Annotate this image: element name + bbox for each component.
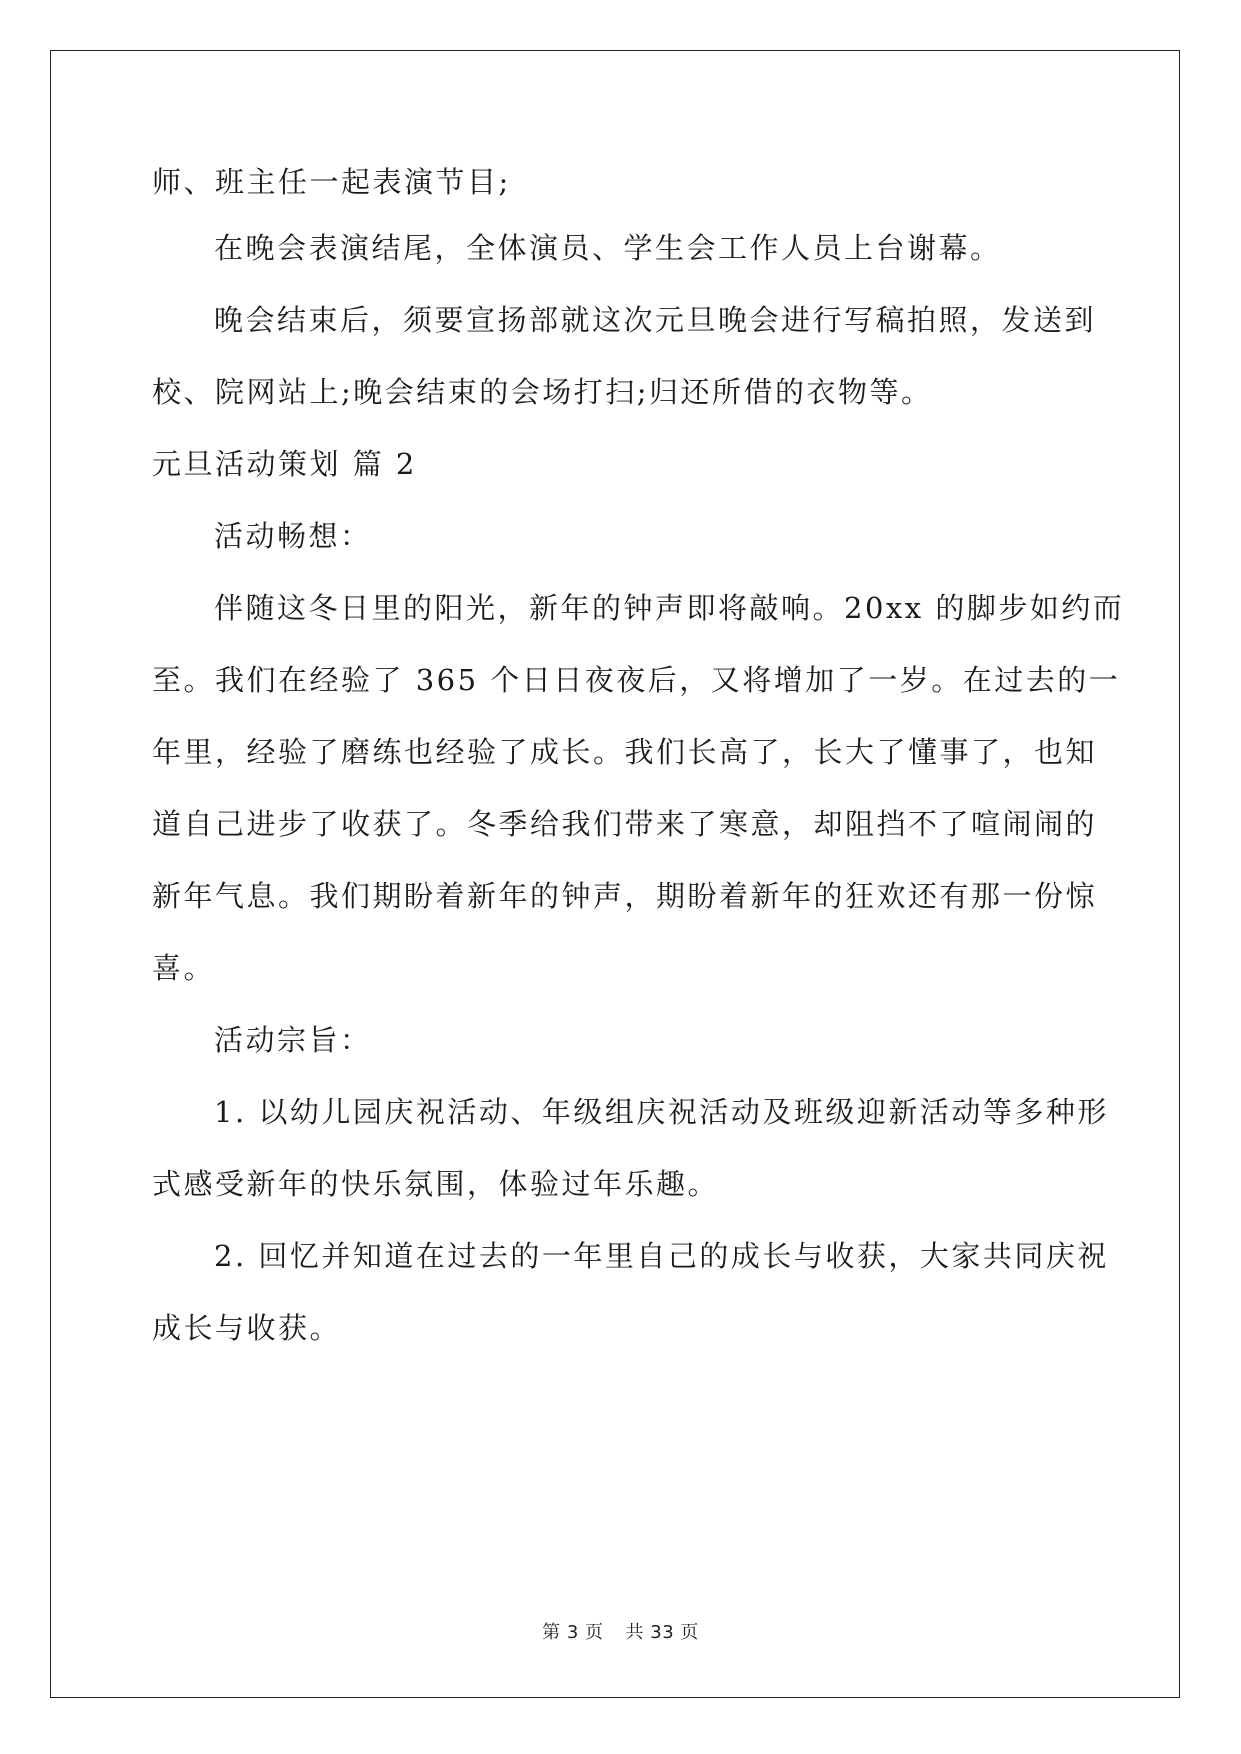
paragraph-line: 在晚会表演结尾，全体演员、学生会工作人员上台谢幕。 (214, 231, 1002, 265)
text-line: 成长与收获。 (152, 1311, 342, 1345)
text-line: 新年气息。我们期盼着新年的钟声，期盼着新年的狂欢还有那一份惊 (152, 879, 1098, 913)
subheading: 活动宗旨： (214, 1023, 372, 1057)
text-line: 师、班主任一起表演节目; (152, 165, 511, 199)
page-footer (0, 1618, 1241, 1644)
text-line: 喜。 (152, 951, 216, 985)
text-line: 校、院网站上;晚会结束的会场打扫;归还所借的衣物等。 (152, 375, 933, 409)
text-line: 式感受新年的快乐氛围，体验过年乐趣。 (152, 1167, 720, 1201)
list-item: 1. 以幼儿园庆祝活动、年级组庆祝活动及班级迎新活动等多种形 (214, 1095, 1109, 1129)
current-page-number: 第 3 页 (542, 1622, 604, 1643)
list-item: 2. 回忆并知道在过去的一年里自己的成长与收获，大家共同庆祝 (214, 1239, 1109, 1273)
section-heading: 元旦活动策划 篇 2 (152, 447, 417, 481)
text-line: 年里，经验了磨练也经验了成长。我们长高了，长大了懂事了，也知 (152, 735, 1098, 769)
subheading: 活动畅想： (214, 519, 372, 553)
page-border (50, 50, 1180, 1698)
text-line: 至。我们在经验了 365 个日日夜夜后，又将增加了一岁。在过去的一 (152, 663, 1121, 697)
paragraph-line: 伴随这冬日里的阳光，新年的钟声即将敲响。20xx 的脚步如约而 (214, 591, 1125, 625)
total-pages: 共 33 页 (625, 1622, 699, 1643)
paragraph-line: 晚会结束后，须要宣扬部就这次元旦晚会进行写稿拍照，发送到 (214, 303, 1097, 337)
text-line: 道自己进步了收获了。冬季给我们带来了寒意，却阻挡不了喧闹闹的 (152, 807, 1098, 841)
